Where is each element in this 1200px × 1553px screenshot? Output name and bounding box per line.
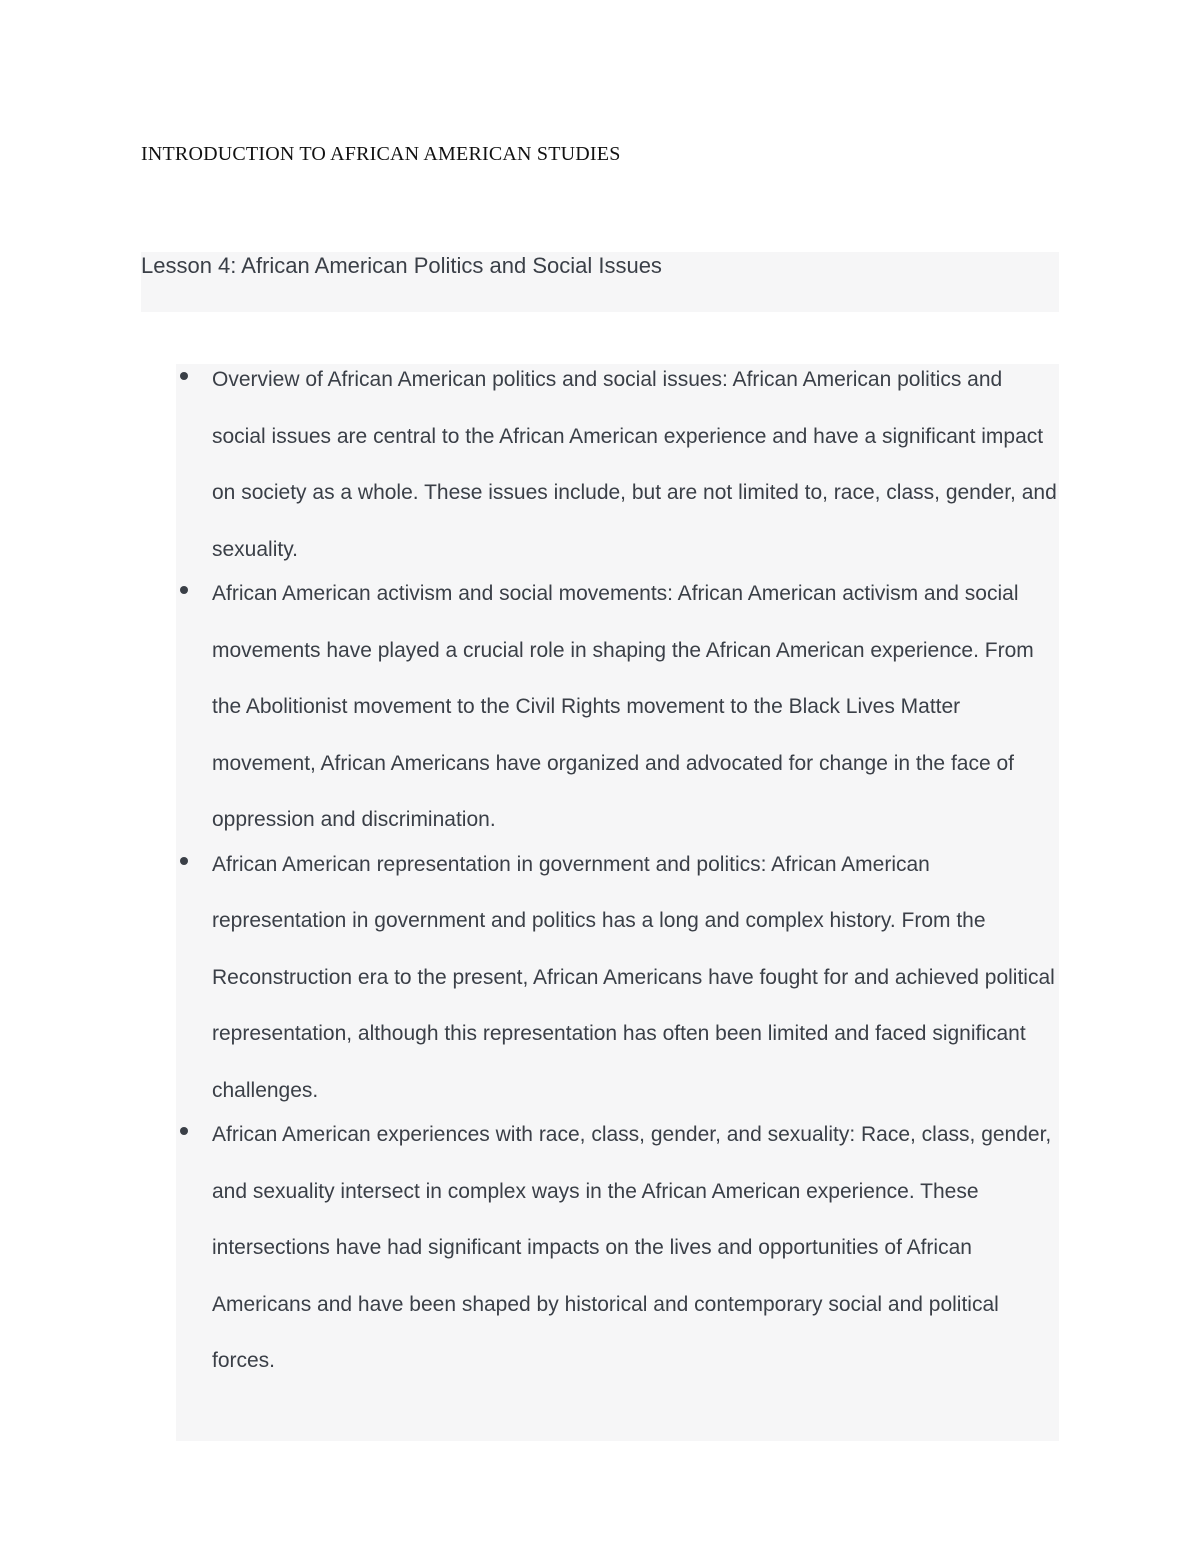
lesson-heading-block xyxy=(141,252,1059,312)
bullet-icon xyxy=(180,857,188,865)
list-item xyxy=(176,1107,1059,1390)
list-item-text: African American activism and social movements: African American activism and social movements have played a crucial role in shaping the African American experience. From the Abolitionist movement to the Civil Rights movement to the Black Lives Matter movement, African Americans have organized and advocated for change in the face of oppression and discrimination. xyxy=(212,582,1034,831)
list-item-text: Overview of African American politics and social issues: African American politics and social issues are central to the African American experience and have a significant impact on society as a whole. These issues include, but are not limited to, race, class, gender, and sexuality. xyxy=(212,368,1057,561)
list-item xyxy=(176,837,1059,1120)
bullet-list xyxy=(176,352,1059,1390)
bullet-icon xyxy=(180,586,188,594)
document-title: INTRODUCTION TO AFRICAN AMERICAN STUDIES xyxy=(141,143,621,165)
bullet-icon xyxy=(180,1127,188,1135)
list-item xyxy=(176,352,1059,578)
lesson-content-block xyxy=(176,364,1059,1441)
list-item-text: African American experiences with race, class, gender, and sexuality: Race, class, gender, and sexuality intersect in complex ways in the African American experience. These intersections have had significant impacts on the lives and opportunities of African Americans and have been shaped by historical and contemporary social and political forces. xyxy=(212,1123,1052,1372)
lesson-heading: Lesson 4: African American Politics and Social Issues xyxy=(141,253,662,278)
list-item xyxy=(176,566,1059,849)
bullet-icon xyxy=(180,372,188,380)
list-item-text: African American representation in government and politics: African American representation in government and politics has a long and complex history. From the Reconstruction era to the present, African Americans have fought for and achieved political representation, although this representation has often been limited and faced significant challenges. xyxy=(212,852,1055,1102)
